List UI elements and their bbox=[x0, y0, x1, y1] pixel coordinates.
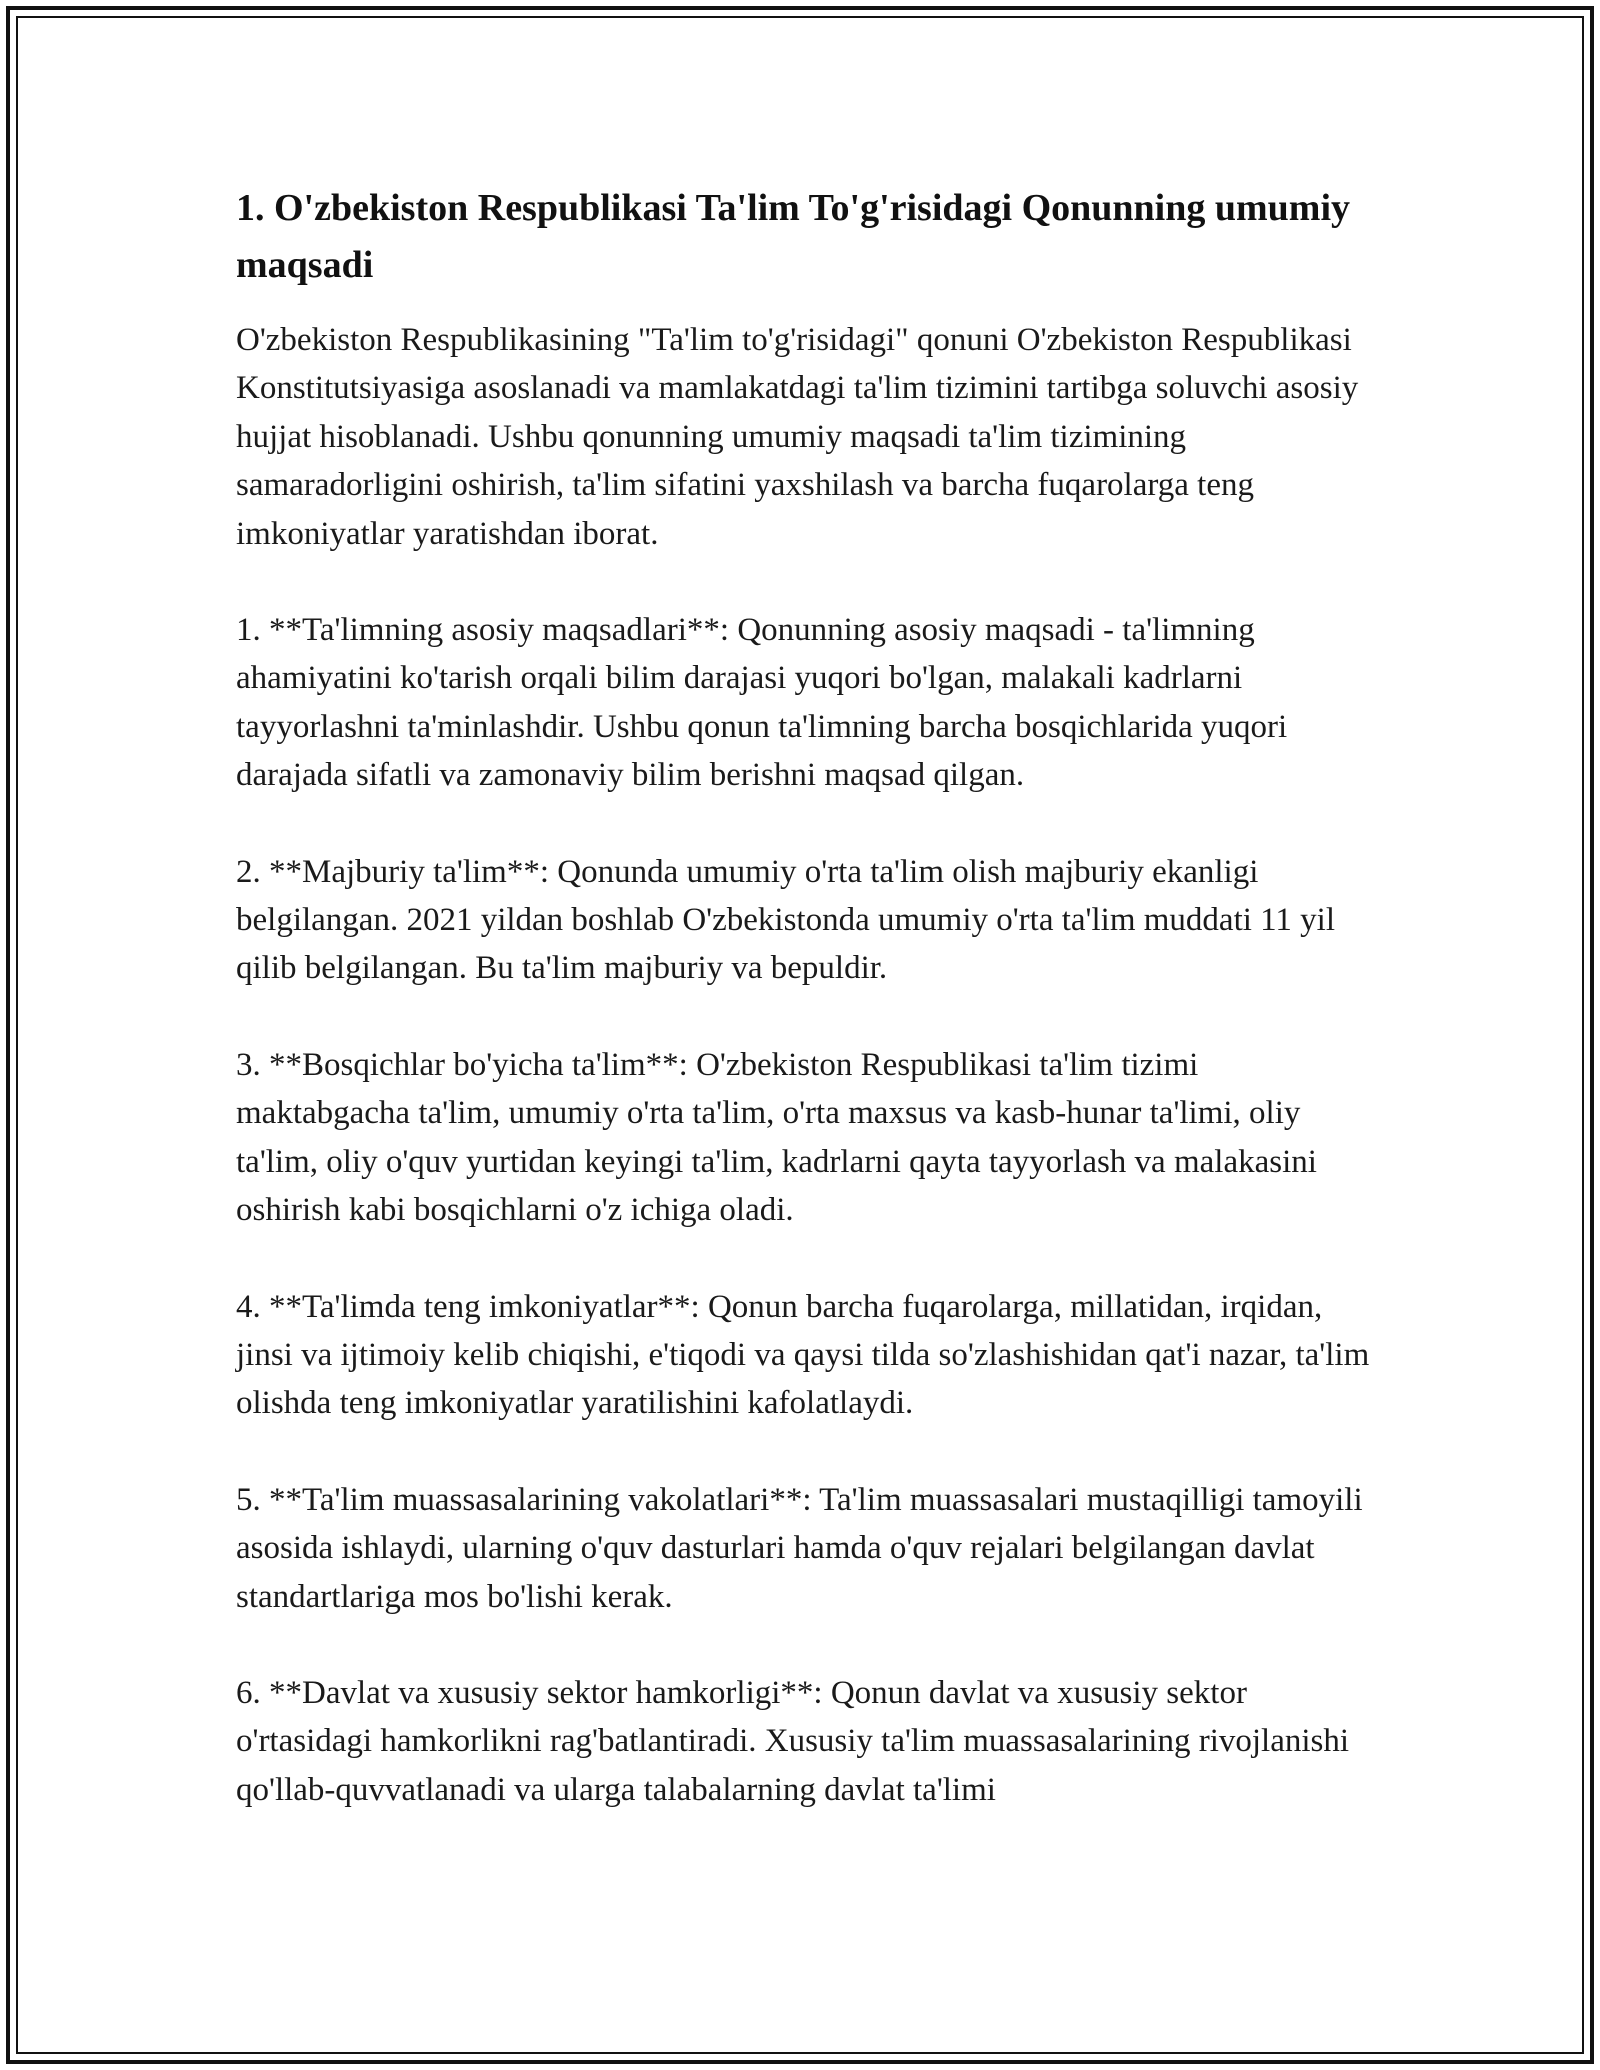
list-item-institution-powers: 5. **Ta'lim muassasalarining vakolatlari**: Ta'lim muassasalari mustaqilligi tamoyili asosida ishlaydi, ularning o'quv dasturlari hamda o'quv rejalari belgilangan davlat standartlariga mos bo'lishi kerak. bbox=[236, 1481, 1363, 1615]
list-item-compulsory-education: 2. **Majburiy ta'lim**: Qonunda umumiy o'rta ta'lim olish majburiy ekanligi belgilangan. 2021 yildan boshlab O'zbekistonda umumiy o'rta ta'lim muddati 11 yil qilib belgilangan. Bu ta'lim majburiy va bepuldir. bbox=[236, 853, 1336, 987]
intro-paragraph: O'zbekiston Respublikasining "Ta'lim to'g'risidagi" qonuni O'zbekiston Respublikasi Konstitutsiyasiga asoslanadi va mamlakatdagi ta'lim tizimini tartibga soluvchi asosiy hujjat hisoblanadi. Ushbu qonunning umumiy maqsadi ta'lim tizimining samaradorligini oshirish, ta'lim sifatini yaxshilash va barcha fuqarolarga teng imkoniyatlar yaratishdan iborat. bbox=[236, 322, 1359, 552]
list-item-equal-opportunities: 4. **Ta'limda teng imkoniyatlar**: Qonun barcha fuqarolarga, millatidan, irqidan, jinsi va ijtimoiy kelib chiqishi, e'tiqodi va qaysi tilda so'zlashishidan qat'i nazar, ta'lim olishda teng imkoniyatlar yaratilishini kafolatlaydi. bbox=[236, 1288, 1370, 1422]
list-item-public-private-partnership: 6. **Davlat va xususiy sektor hamkorligi**: Qonun davlat va xususiy sektor o'rtasidagi hamkorlikni rag'batlantiradi. Xususiy ta'lim muassasalarining rivojlanishi qo'llab-quvvatlanadi va ularga talabalarning davlat ta'limi bbox=[236, 1674, 1350, 1808]
list-item-education-stages: 3. **Bosqichlar bo'yicha ta'lim**: O'zbekiston Respublikasi ta'lim tizimi maktabgacha ta'lim, umumiy o'rta ta'lim, o'rta maxsus va kasb-hunar ta'limi, oliy ta'lim, oliy o'quv yurtidan keyingi ta'lim, kadrlarni qayta tayyorlash va malakasini oshirish kabi bosqichlarni o'z ichiga oladi. bbox=[236, 1046, 1317, 1229]
section-heading: 1. O'zbekiston Respublikasi Ta'lim To'g'risidagi Qonunning umumiy maqsadi bbox=[236, 187, 1351, 286]
list-item-goals: 1. **Ta'limning asosiy maqsadlari**: Qonunning asosiy maqsadi - ta'limning ahamiyatini ko'tarish orqali bilim darajasi yuqori bo'lgan, malakali kadrlarni tayyorlashni ta'minlashdir. Ushbu qonun ta'limning barcha bosqichlarida yuqori darajada sifatli va zamonaviy bilim berishni maqsad qilgan. bbox=[236, 612, 1288, 794]
document-page bbox=[236, 180, 1376, 1862]
